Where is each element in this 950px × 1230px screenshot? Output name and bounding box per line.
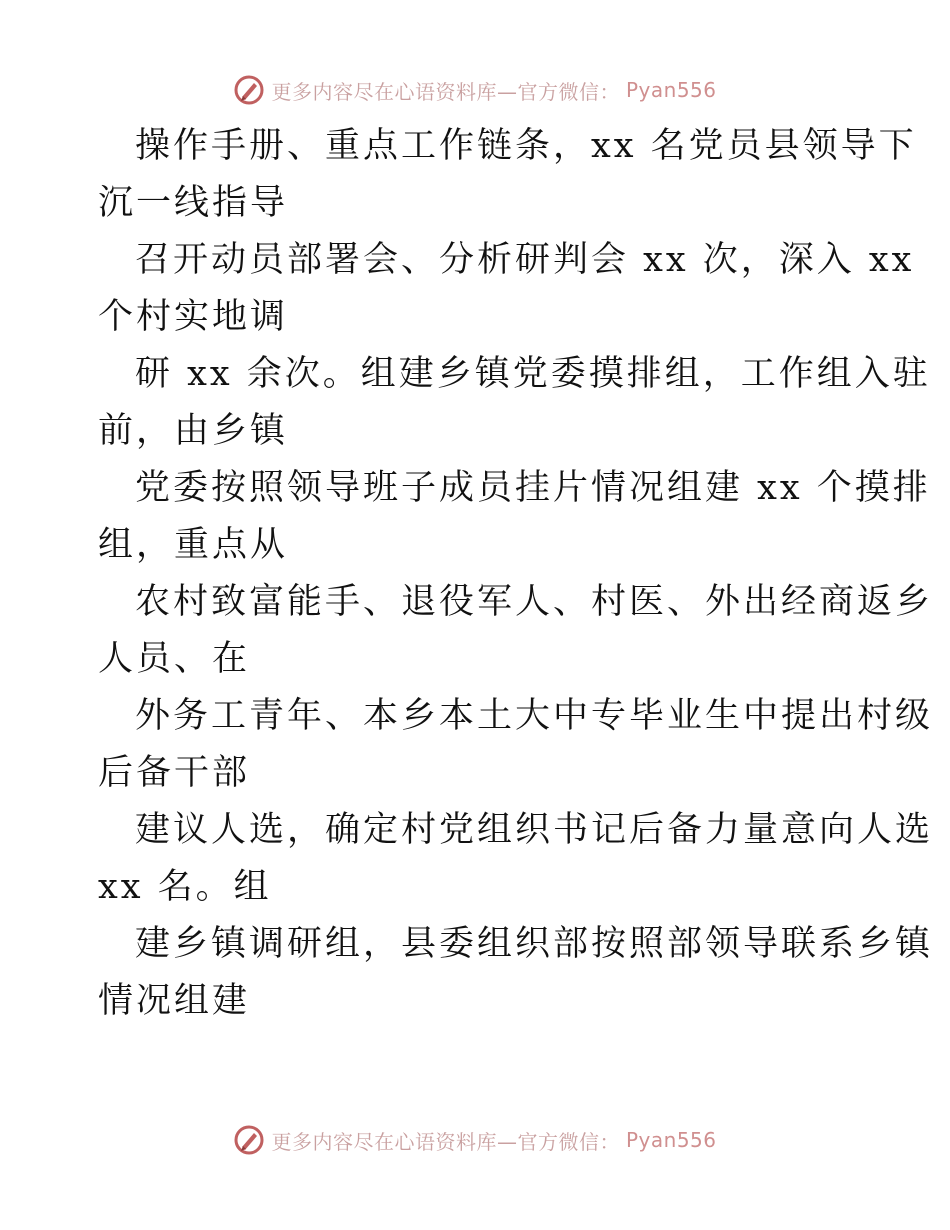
text-line: 前，由乡镇 <box>98 411 289 451</box>
text-line: 建乡镇调研组，县委组织部按照部领导联系乡镇 <box>135 924 934 964</box>
text-line: 情况组建 <box>98 981 251 1021</box>
paragraph <box>98 460 931 574</box>
paragraph <box>98 118 917 232</box>
paragraph <box>98 346 931 460</box>
text-line: xx 名。组 <box>98 867 272 907</box>
paragraph <box>98 688 934 802</box>
watermark-text: 更多内容尽在心语资料库—官方微信： <box>271 1129 620 1154</box>
text-line: 人员、在 <box>98 639 251 679</box>
paragraph <box>98 232 915 346</box>
text-line: 沉一线指导 <box>98 183 289 223</box>
text-line: 组，重点从 <box>98 525 289 565</box>
watermark-wechat-id: Pyan556 <box>625 1128 717 1152</box>
header-watermark <box>0 70 950 110</box>
footer-watermark <box>0 1120 950 1160</box>
text-line: 后备干部 <box>98 753 251 793</box>
pen-logo-icon <box>233 74 265 106</box>
document-body <box>98 118 934 1030</box>
text-line: 农村致富能手、退役军人、村医、外出经商返乡 <box>135 582 934 622</box>
text-line: 外务工青年、本乡本土大中专毕业生中提出村级 <box>135 696 934 736</box>
text-line: 党委按照领导班子成员挂片情况组建 xx 个摸排 <box>135 468 931 508</box>
paragraph <box>98 802 934 916</box>
text-line: 个村实地调 <box>98 297 289 337</box>
text-line: 操作手册、重点工作链条，xx 名党员县领导下 <box>135 126 917 166</box>
pen-logo-icon <box>233 1124 265 1156</box>
watermark-wechat-id: Pyan556 <box>625 78 717 102</box>
text-line: 召开动员部署会、分析研判会 xx 次，深入 xx <box>135 240 915 280</box>
paragraph <box>98 916 934 1030</box>
text-line: 研 xx 余次。组建乡镇党委摸排组，工作组入驻 <box>135 354 931 394</box>
text-line: 建议人选，确定村党组织书记后备力量意向人选 <box>135 810 934 850</box>
paragraph <box>98 574 934 688</box>
watermark-text: 更多内容尽在心语资料库—官方微信： <box>271 79 620 104</box>
